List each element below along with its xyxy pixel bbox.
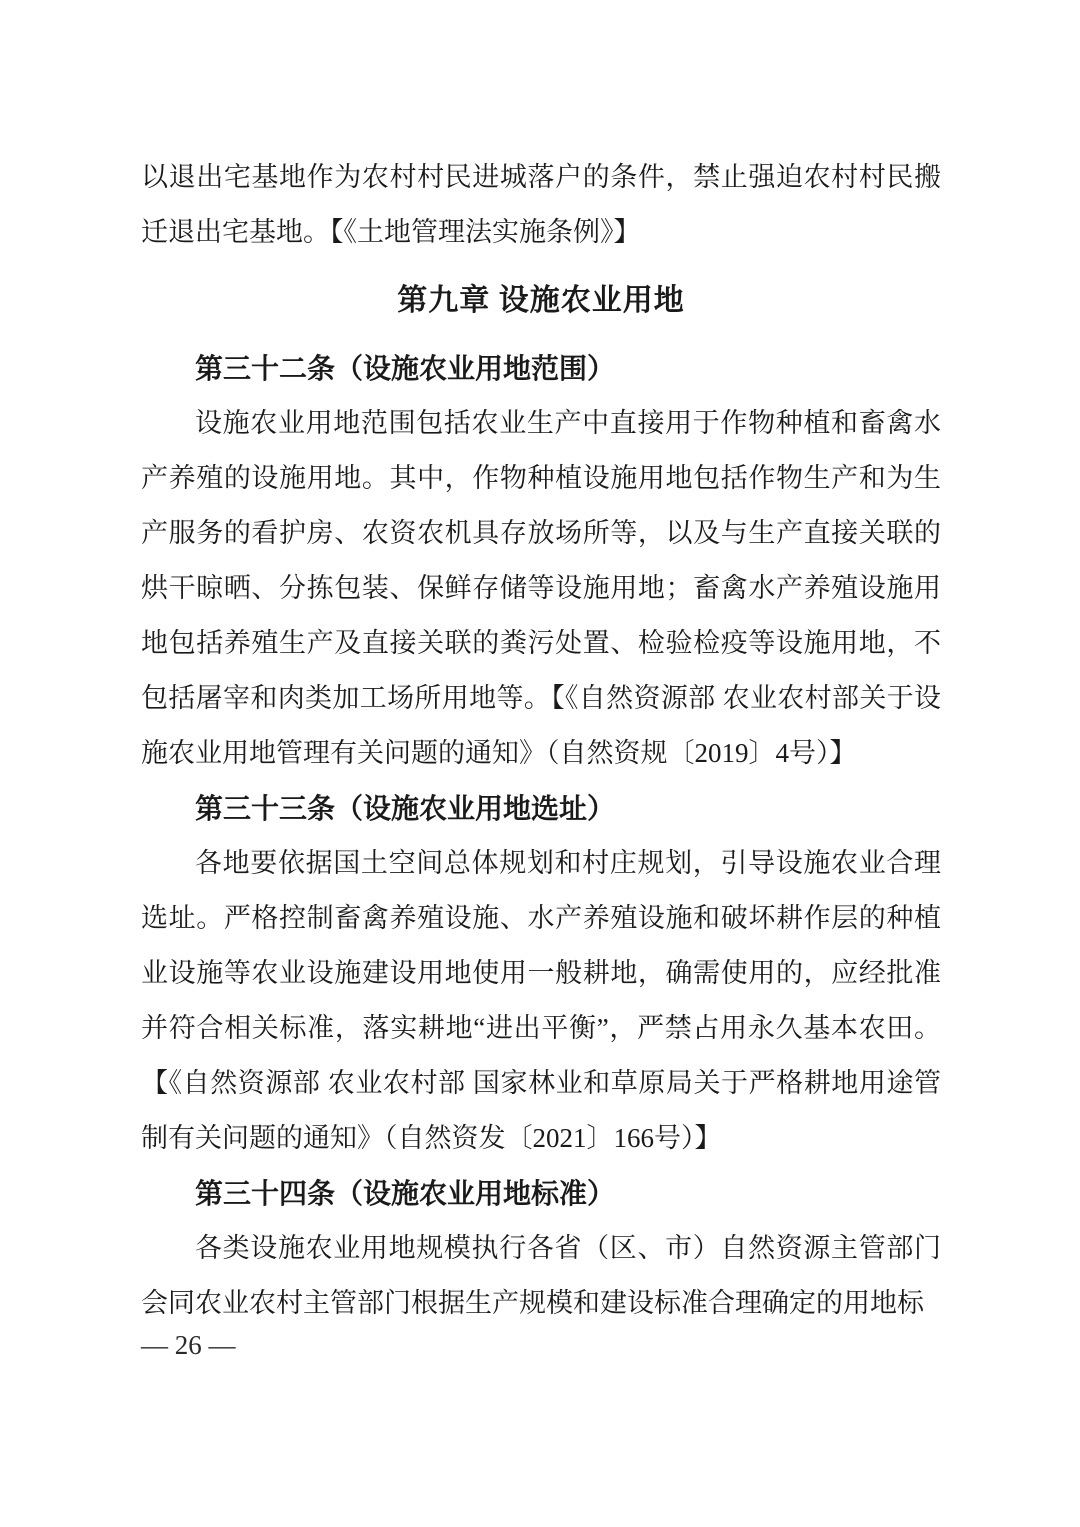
chapter-heading: 第九章 设施农业用地 xyxy=(397,284,685,317)
paragraph-continuation xyxy=(141,150,941,260)
document-content xyxy=(141,150,941,1331)
body-text: 各类设施农业用地规模执行各省（区、市）自然资源主管部门会同农业农村主管部门根据生产规模和建设标准合理确定的用地标 xyxy=(141,1233,941,1318)
citation-text: 【《土地管理法实施条例》】 xyxy=(330,217,641,247)
article-32-paragraph xyxy=(141,396,941,781)
citation-text: 【《自然资源部 农业农村部 国家林业和草原局关于严格耕地用途管制有关问题的通知》（自然资发〔2021〕166号）】 xyxy=(141,1068,941,1153)
body-text: 设施农业用地范围包括农业生产中直接用于作物种植和畜禽水产养殖的设施用地。其中，作物种植设施用地包括作物生产和为生产服务的看护房、农资农机具存放场所等，以及与生产直接关联的烘干晾晒、分拣包装、保鲜存储等设施用地；畜禽水产养殖设施用地包括养殖生产及直接关联的粪污处置、检验检疫等设施用地，不包括屠宰和肉类加工场所用地等。 xyxy=(141,408,941,713)
article-34-heading: 第三十四条（设施农业用地标准） xyxy=(195,1178,616,1209)
citation-text: 【《自然资源部 农业农村部关于设施农业用地管理有关问题的通知》（自然资规〔2019〕4号）】 xyxy=(141,683,941,768)
body-text: 各地要依据国土空间总体规划和村庄规划，引导设施农业合理选址。严格控制畜禽养殖设施、水产养殖设施和破坏耕作层的种植业设施等农业设施建设用地使用一般耕地，确需使用的，应经批准并符合相关标准，落实耕地“进出平衡”，严禁占用永久基本农田。 xyxy=(141,848,941,1043)
page-number: — 26 — xyxy=(141,1330,236,1360)
article-33-paragraph xyxy=(141,836,941,1166)
article-32-heading: 第三十二条（设施农业用地范围） xyxy=(195,353,616,384)
article-34-paragraph xyxy=(141,1221,941,1331)
body-text: 以退出宅基地作为农村村民进城落户的条件，禁止强迫农村村民搬迁退出宅基地。 xyxy=(141,162,941,247)
article-33-heading: 第三十三条（设施农业用地选址） xyxy=(195,793,616,824)
